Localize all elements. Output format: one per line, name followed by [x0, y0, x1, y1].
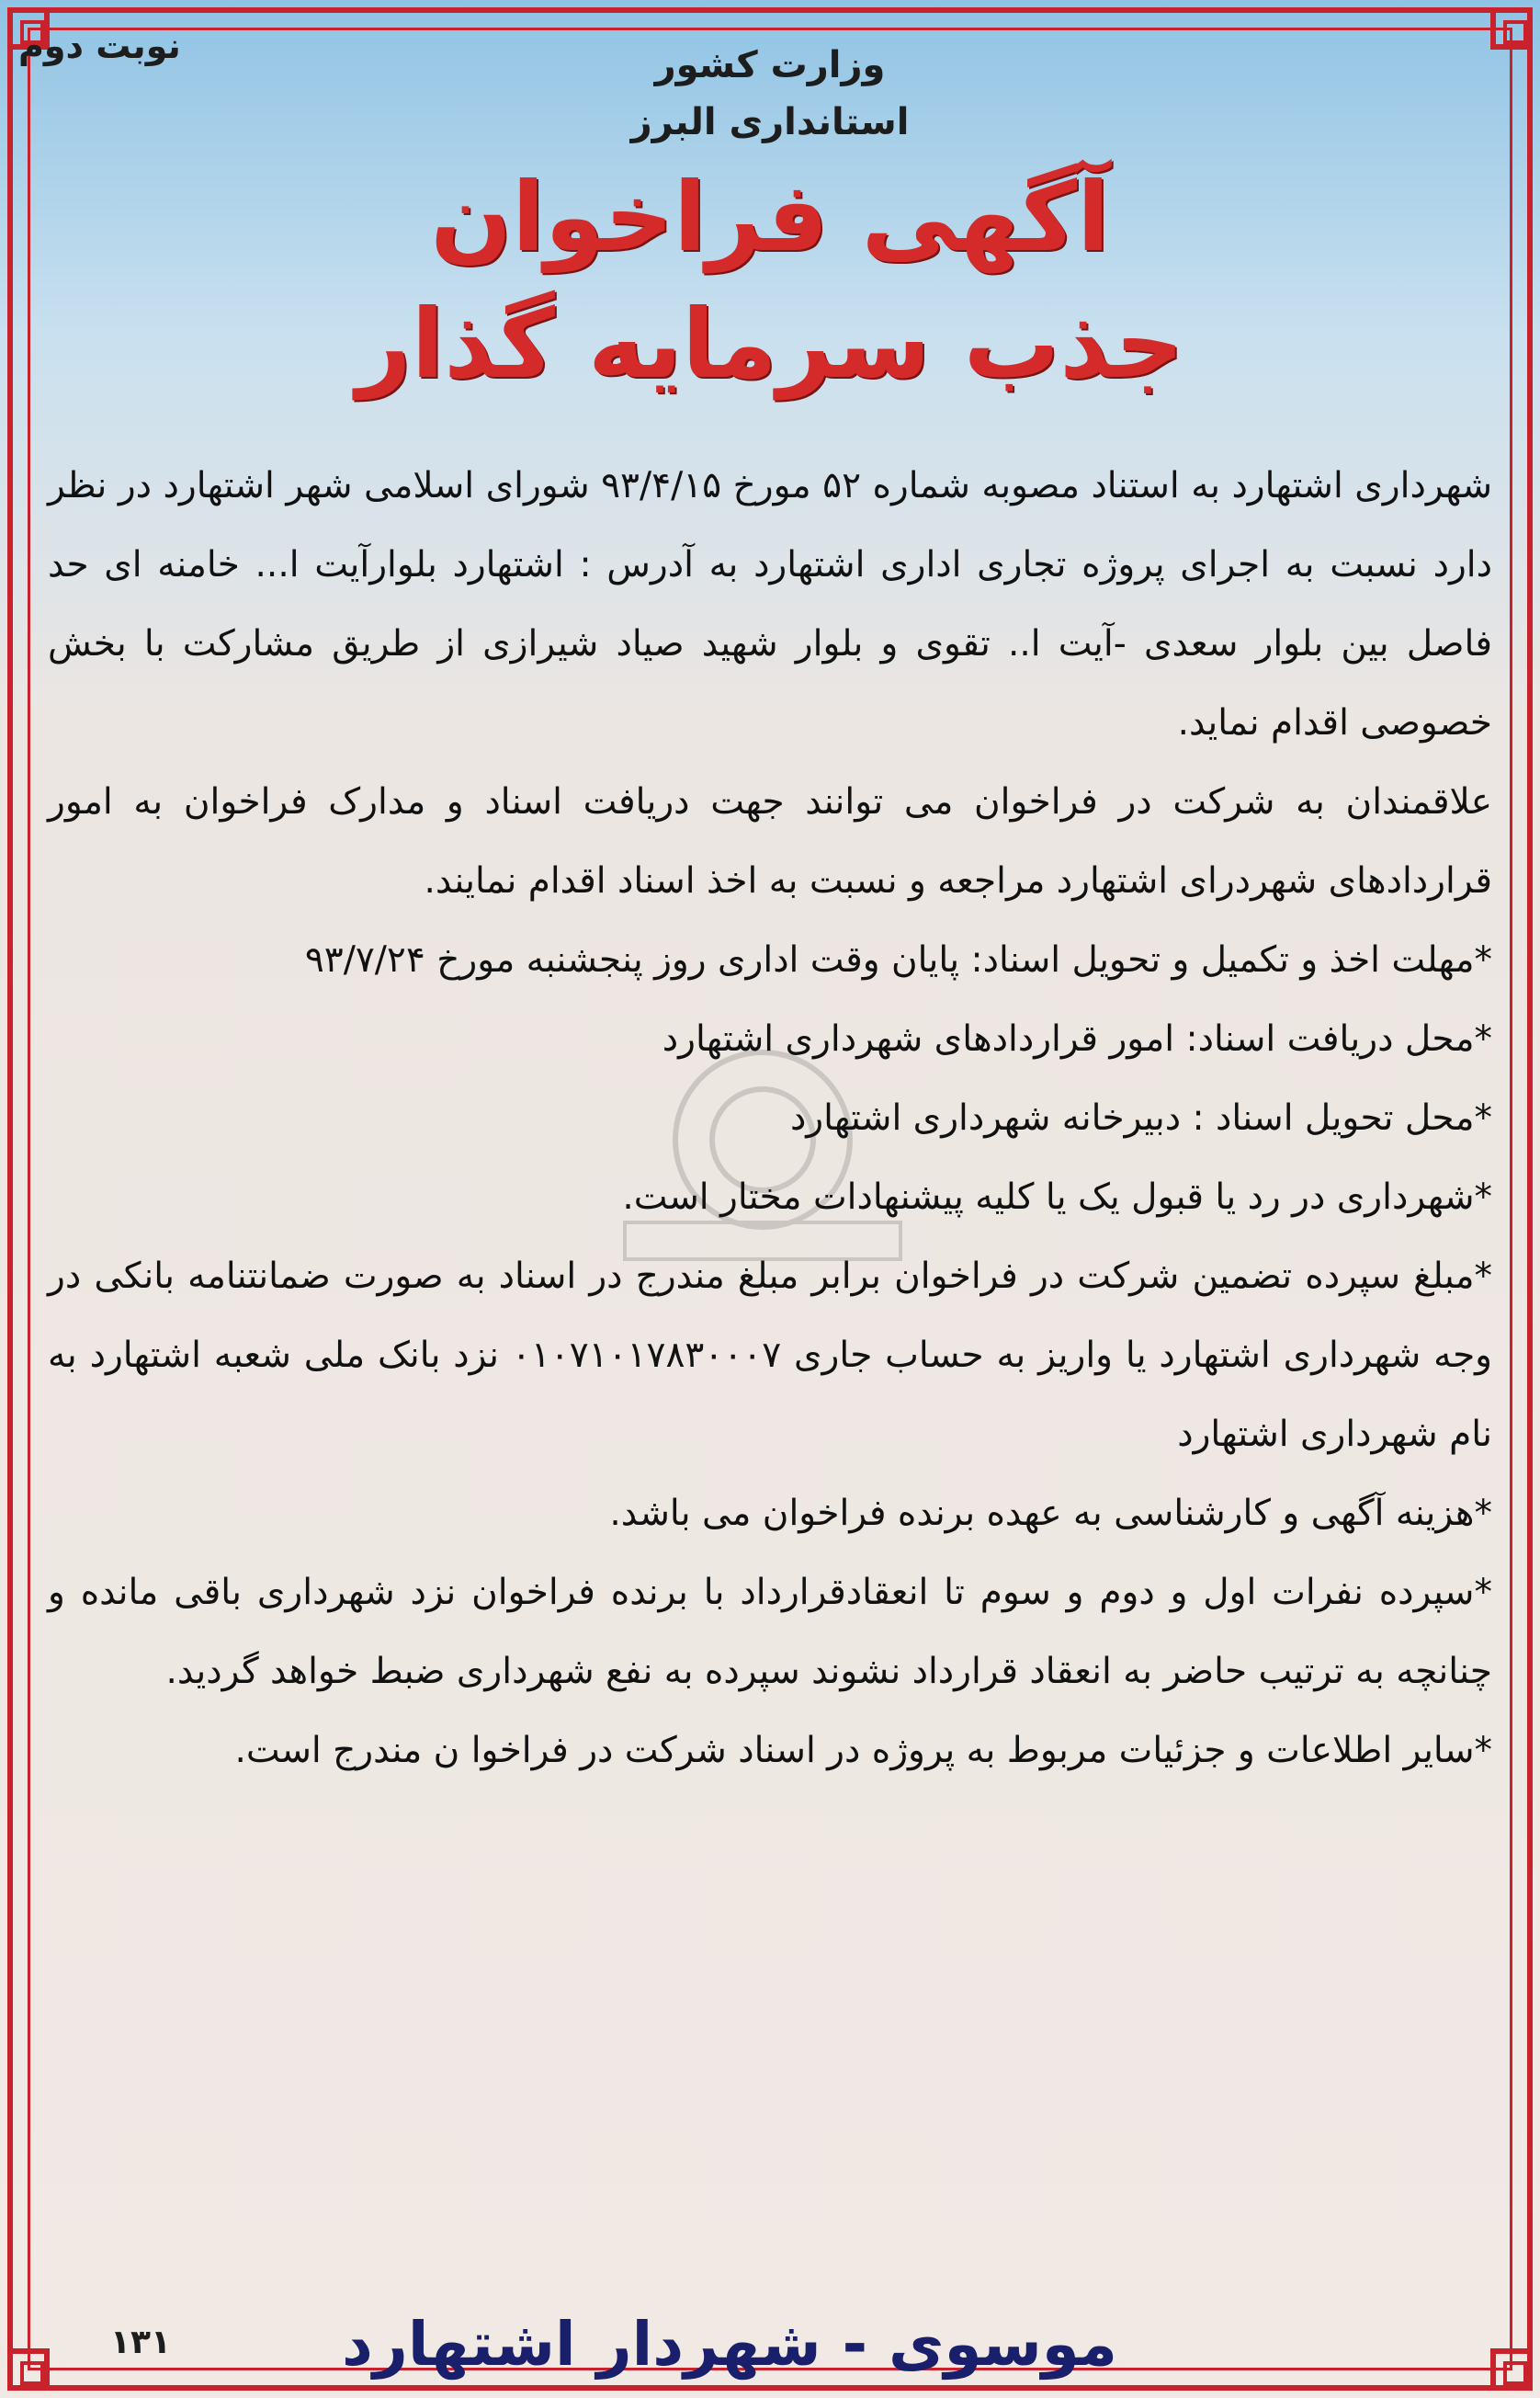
corner-ornament [7, 2348, 50, 2391]
ad-body [48, 447, 1492, 1790]
ad-title-line2: جذب سرمایه گذار [356, 288, 1184, 400]
body-item-other-info: *سایر اطلاعات و جزئیات مربوط به پروژه در اسناد شرکت در فراخوا ن مندرج است. [234, 1730, 1492, 1771]
ad-code: ۱۳۱ [110, 2324, 171, 2361]
body-item-receipt-place: *محل دریافت اسناد: امور قراردادهای شهرداری اشتهارد [662, 1018, 1492, 1060]
ministry-name: وزارت کشور [654, 44, 886, 86]
body-item-deposit: *مبلغ سپرده تضمین شرکت در فراخوان برابر مبلغ مندرج در اسناد به صورت ضمانتنامه بانکی در وجه شهرداری اشتهارد یا واریز به حساب جاری ۰۱۰۷۱۰۱۷۸۳۰۰۰۷ نزد بانک ملی شعبه اشتهارد به نام شهرداری اشتهارد [48, 1256, 1493, 1455]
body-paragraph-applicants: علاقمندان به شرکت در فراخوان می توانند جهت دریافت اسناد و مدارک فراخوان به امور قراردادهای شهردرای اشتهارد مراجعه و نسبت به اخذ اسناد اقدام نمایند. [48, 781, 1492, 902]
body-item-deposit-retention: *سپرده نفرات اول و دوم و سوم تا انعقادقرارداد با برنده فراخوان نزد شهرداری باقی مانده و چنانچه به ترتیب حاضر به انعقاد قرارداد نشوند سپرده به نفع شهرداری ضبط خواهد گردید. [48, 1572, 1492, 1692]
body-item-deadline: *مهلت اخذ و تکمیل و تحویل اسناد: پایان وقت اداری روز پنجشنبه مورخ ۹۳/۷/۲۴ [304, 939, 1492, 981]
body-item-delivery-place: *محل تحویل اسناد : دبیرخانه شهرداری اشتهارد [789, 1097, 1492, 1139]
mayor-signature: موسوی - شهردار اشتهارد [341, 2309, 1117, 2380]
ad-title-line1: آگهی فراخوان [430, 161, 1110, 273]
corner-ornament [1490, 7, 1533, 50]
corner-ornament [1490, 2348, 1533, 2391]
body-paragraph-intro: شهرداری اشتهارد به استناد مصوبه شماره ۵۲ مورخ ۹۳/۴/۱۵ شورای اسلامی شهر اشتهارد در نظر دارد نسبت به اجرای پروژه تجاری اداری اشتهارد به آدرس : اشتهارد بلوارآیت ا... خامنه ای حد فاصل بین بلوار سعدی -آیت ا.. تقوی و بلوار شهید صیاد شیرازی از طریق مشارکت با بخش خصوصی اقدام نماید. [48, 465, 1492, 744]
body-item-costs: *هزینه آگهی و کارشناسی به عهده برنده فراخوان می باشد. [609, 1493, 1492, 1534]
body-item-rejection-right: *شهرداری در رد یا قبول یک یا کلیه پیشنهادات مختار است. [622, 1176, 1492, 1218]
governorate-name: استانداری البرز [630, 101, 910, 143]
round-label: نوبت دوم [18, 26, 181, 66]
ad-content [48, 37, 1492, 2361]
